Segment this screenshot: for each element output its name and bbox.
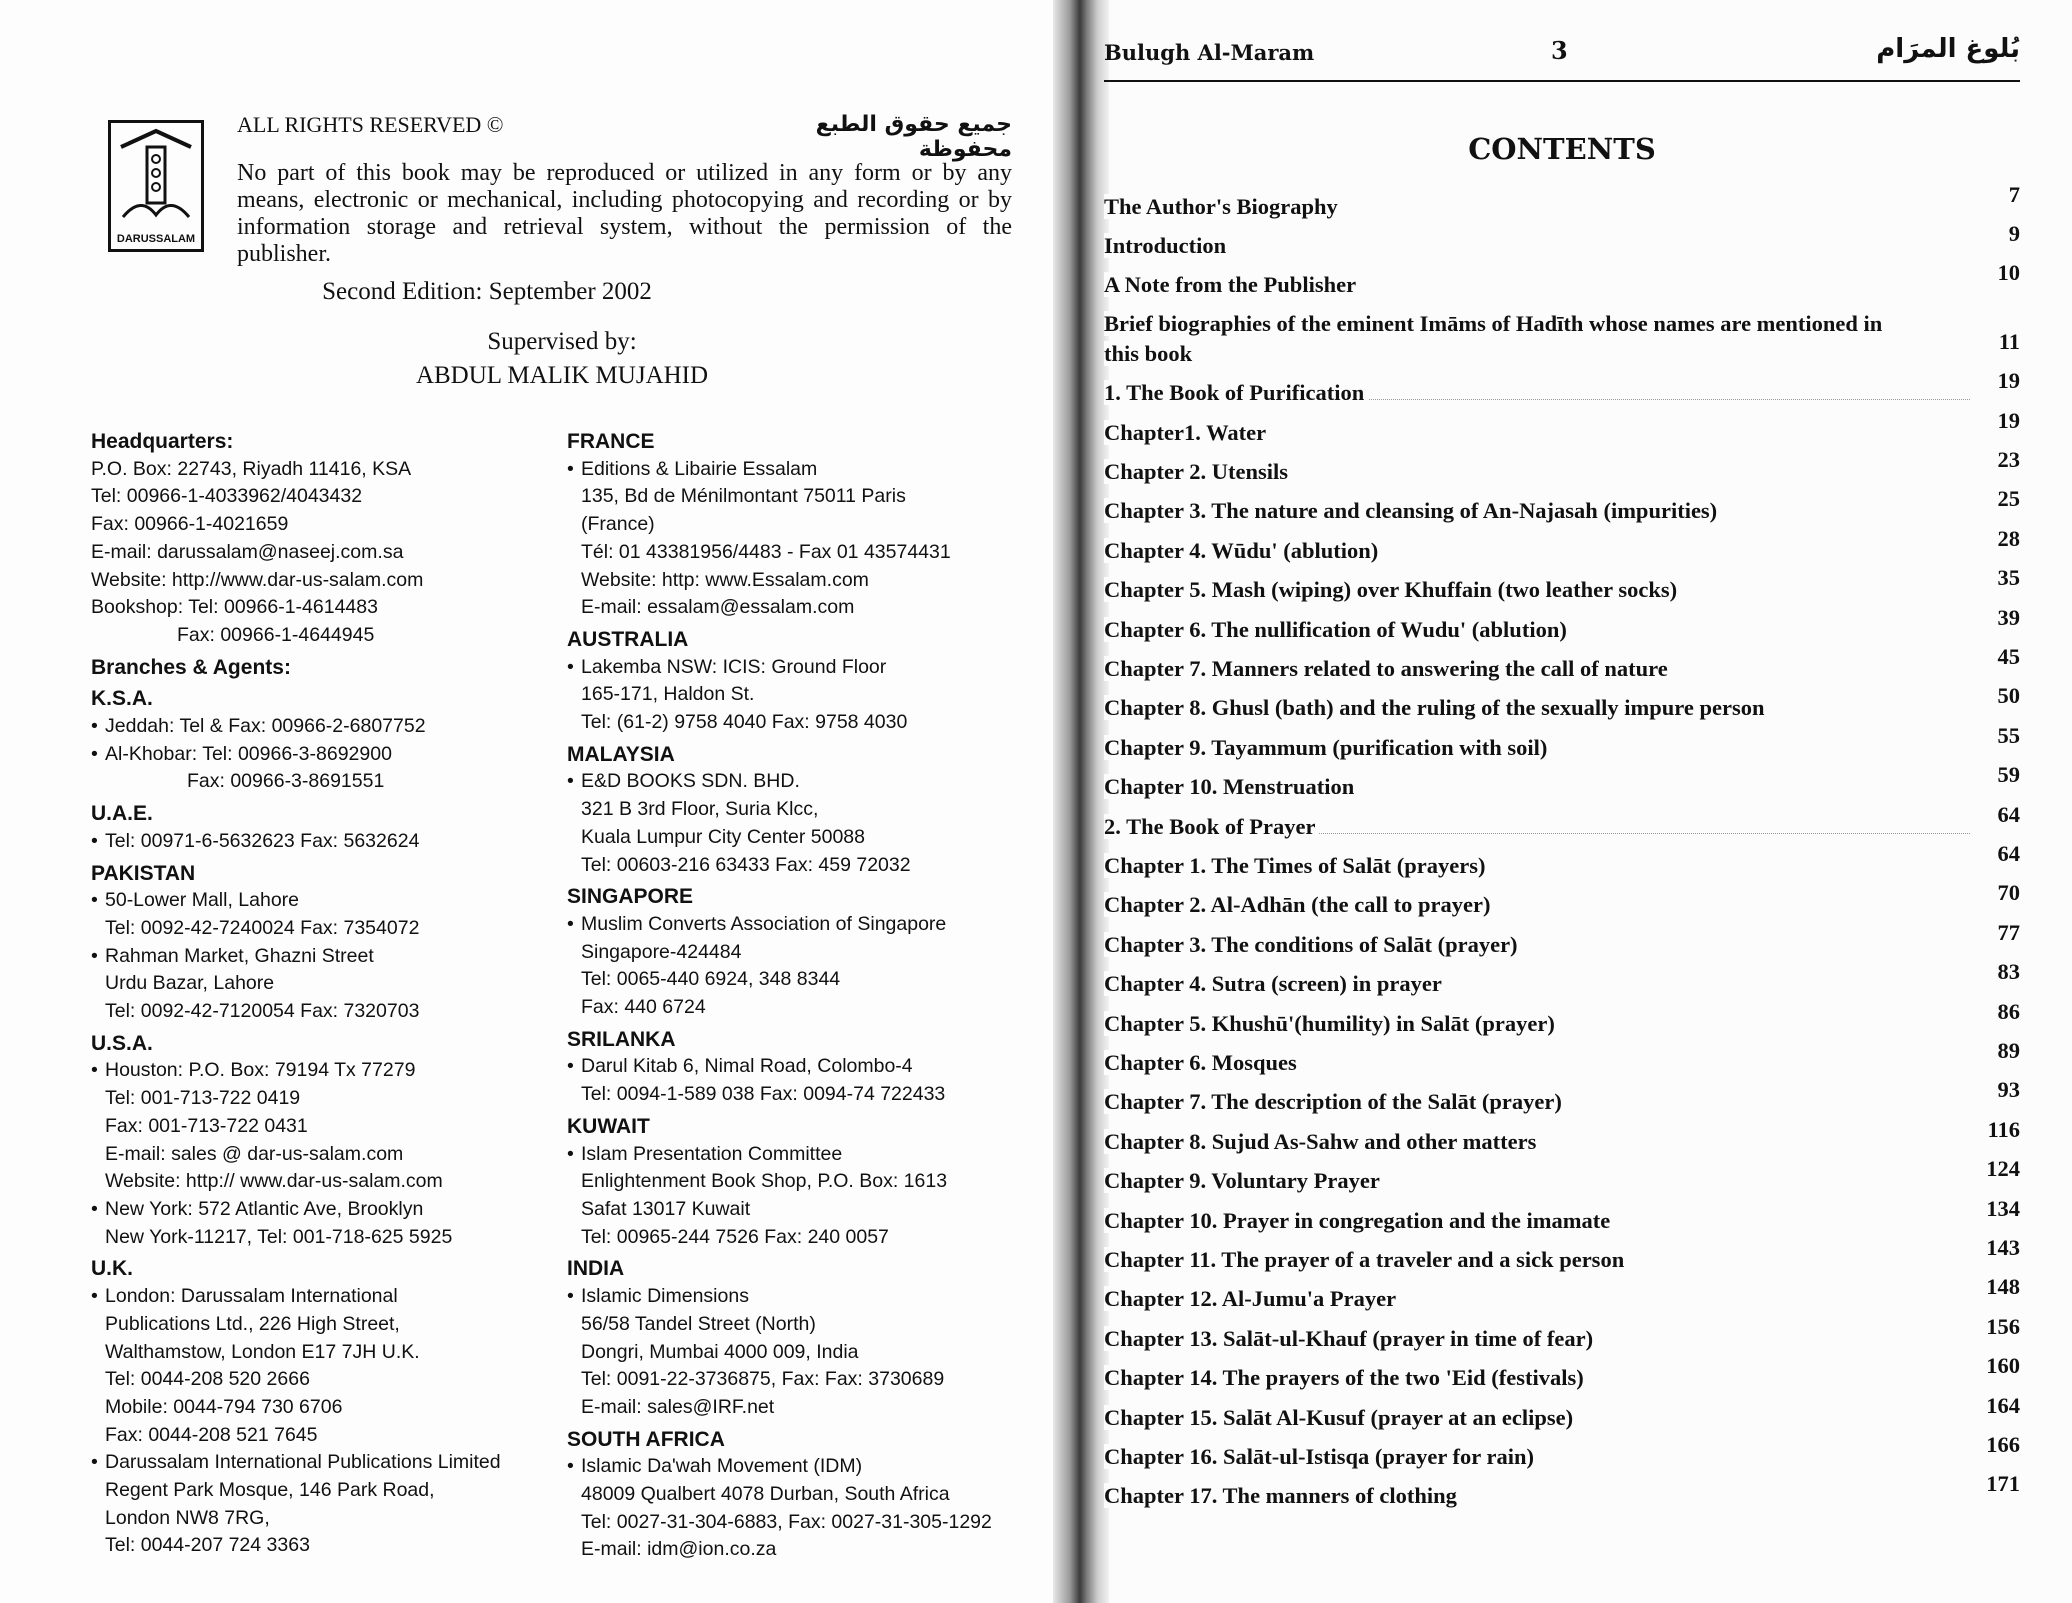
toc-entry-title: Chapter 4. Wūdu' (ablution)	[1104, 538, 1382, 563]
address-heading: PAKISTAN	[91, 861, 196, 885]
address-line: Tel: 0065-440 6924, 348 8344	[581, 968, 841, 991]
address-bullet-line: • E&D BOOKS SDN. BHD.	[567, 768, 1017, 796]
toc-entry	[1104, 1234, 2020, 1273]
address-line: E-mail: darussalam@naseej.com.sa	[91, 540, 404, 563]
address-line: (France)	[581, 513, 655, 536]
toc-entry-title: Chapter 17. The manners of clothing	[1104, 1483, 1461, 1508]
toc-entry	[1104, 1392, 2020, 1431]
toc-entry	[1104, 1116, 2020, 1155]
address-line: E-mail: sales@IRF.net	[581, 1395, 775, 1418]
toc-entry-title: Chapter1. Water	[1104, 420, 1270, 445]
address-bullet-line: • Editions & Libairie Essalam	[567, 456, 1017, 484]
toc-entry-page: 124	[1986, 1156, 2020, 1182]
address-line: Fax: 00966-1-4644945	[177, 623, 375, 646]
toc-entry-page: 7	[2008, 182, 2020, 207]
publisher-logo	[108, 120, 204, 252]
contents-title: CONTENTS	[1468, 132, 1656, 166]
address-bullet-line: • Islamic Dimensions	[567, 1283, 1017, 1311]
address-heading: SRILANKA	[567, 1027, 676, 1051]
toc-entry-page: 156	[1986, 1313, 2020, 1339]
address-line: Tel: 0092-42-7240024 Fax: 7354072	[105, 916, 420, 939]
address-line: Website: http: www.Essalam.com	[581, 568, 869, 591]
address-line: Bookshop: Tel: 00966-1-4614483	[91, 596, 378, 619]
address-line: Enlightenment Book Shop, P.O. Box: 1613	[581, 1170, 948, 1193]
toc-entry-title: Chapter 3. The conditions of Salāt (prayer)	[1104, 932, 1522, 957]
toc-entry-title: this book	[1104, 341, 1196, 366]
address-heading: AUSTRALIA	[567, 627, 689, 651]
toc-entry	[1104, 801, 2020, 840]
address-line: Tel: 00965-244 7526 Fax: 240 0057	[581, 1225, 889, 1248]
address-line: Singapore-424484	[581, 940, 742, 963]
address-heading: INDIA	[567, 1257, 625, 1281]
toc-entry	[1104, 643, 2020, 682]
address-bullet-line: • 50-Lower Mall, Lahore	[91, 887, 531, 915]
toc-entry-page: 55	[1997, 722, 2020, 748]
toc-entry	[1104, 1156, 2020, 1194]
toc-entry	[1104, 446, 2020, 485]
address-line: Walthamstow, London E17 7JH U.K.	[105, 1340, 420, 1363]
address-line: Regent Park Mosque, 146 Park Road,	[105, 1479, 435, 1502]
address-line: Tel: 0091-22-3736875, Fax: Fax: 3730689	[581, 1368, 945, 1391]
address-bullet-line: • Muslim Converts Association of Singapore	[567, 911, 1017, 939]
toc-entry-title: 1. The Book of Purification	[1104, 380, 1368, 405]
address-line: Fax: 440 6724	[581, 996, 706, 1019]
toc-entry-page: 10	[1997, 259, 2020, 285]
toc-entry-page: 171	[1986, 1471, 2020, 1497]
address-line: Tel: 00966-1-4033962/4043432	[91, 485, 363, 508]
toc-entry	[1104, 565, 2020, 603]
address-line: Tel: 0027-31-304-6883, Fax: 0027-31-305-1292	[581, 1510, 992, 1533]
toc-entry-page: 160	[1986, 1353, 2020, 1379]
toc-entry	[1104, 604, 2020, 643]
toc-entry-title: Chapter 6. The nullification of Wudu' (ablution)	[1104, 617, 1571, 642]
address-line: Fax: 00966-1-4021659	[91, 513, 289, 536]
toc-entry-title: The Author's Biography	[1104, 194, 1342, 219]
toc-entry	[1104, 880, 2020, 918]
toc-entry-page: 28	[1997, 525, 2020, 551]
address-column-right	[567, 424, 1017, 1564]
toc-entry-page: 143	[1986, 1234, 2020, 1260]
address-line: 321 B 3rd Floor, Suria Klcc,	[581, 798, 819, 821]
address-line: E-mail: sales @ dar-us-salam.com	[105, 1142, 404, 1165]
running-header-title: Bulugh Al-Maram	[1104, 40, 1315, 65]
toc-entry	[1104, 722, 2020, 761]
toc-entry-page: 116	[1987, 1116, 2020, 1142]
address-line: 56/58 Tandel Street (North)	[581, 1312, 816, 1335]
toc-entry-page: 64	[1997, 801, 2020, 827]
toc-entry-title: Introduction	[1104, 233, 1230, 258]
toc-entry-title: Chapter 15. Salāt Al-Kusuf (prayer at an eclipse)	[1104, 1405, 1577, 1430]
address-bullet-line: • Islamic Da'wah Movement (IDM)	[567, 1453, 1017, 1481]
toc-entry-page: 59	[1997, 762, 2020, 788]
address-bullet-line: • Islam Presentation Committee	[567, 1141, 1017, 1169]
toc-entry	[1104, 919, 2020, 958]
toc-entry	[1104, 1353, 2020, 1391]
address-bullet-line: • London: Darussalam International	[91, 1283, 531, 1311]
address-bullet-line: • New York: 572 Atlantic Ave, Brooklyn	[91, 1196, 531, 1224]
toc-entry-page: 134	[1986, 1195, 2020, 1221]
address-line: Publications Ltd., 226 High Street,	[105, 1312, 400, 1335]
page-number: 3	[1551, 36, 1568, 65]
toc-entry-title: Chapter 14. The prayers of the two 'Eid (festivals)	[1104, 1365, 1588, 1390]
toc-entry-title: Chapter 12. Al-Jumu'a Prayer	[1104, 1286, 1400, 1311]
toc-entry	[1104, 1077, 2020, 1115]
address-line: London NW8 7RG,	[105, 1506, 270, 1529]
logo-label: DARUSSALAM	[116, 233, 196, 245]
toc-entry-title: Chapter 1. The Times of Salāt (prayers)	[1104, 853, 1489, 878]
toc-entry-title: Chapter 5. Mash (wiping) over Khuffain (two leather socks)	[1104, 577, 1681, 602]
toc-entry-title: Chapter 13. Salāt-ul-Khauf (prayer in time of fear)	[1104, 1326, 1597, 1351]
toc-entry	[1104, 1195, 2020, 1234]
address-heading: SINGAPORE	[567, 885, 694, 909]
toc-entry-page: 93	[1997, 1077, 2020, 1103]
address-heading: KUWAIT	[567, 1114, 650, 1138]
toc-entry-title: 2. The Book of Prayer	[1104, 814, 1319, 839]
address-line: Tel: 001-713-722 0419	[105, 1087, 301, 1110]
toc-entry	[1104, 328, 2020, 367]
address-bullet-line: • Al-Khobar: Tel: 00966-3-8692900	[91, 741, 531, 769]
toc-entry	[1104, 182, 2020, 220]
toc-entry	[1104, 305, 2020, 337]
address-line: P.O. Box: 22743, Riyadh 11416, KSA	[91, 457, 412, 480]
toc-entry	[1104, 220, 2020, 259]
toc-entry-title: Chapter 9. Tayammum (purification with soil)	[1104, 735, 1551, 760]
toc-entry	[1104, 840, 2020, 879]
address-line: Website: http://www.dar-us-salam.com	[91, 568, 424, 591]
darussalam-logo-icon	[111, 125, 201, 229]
toc-entry-title: Chapter 4. Sutra (screen) in prayer	[1104, 971, 1446, 996]
address-line: Tel: 0044-208 520 2666	[105, 1368, 310, 1391]
toc-entry-page: 11	[1998, 328, 2020, 354]
edition: Second Edition: September 2002	[322, 278, 652, 305]
address-line: 135, Bd de Ménilmontant 75011 Paris	[581, 485, 906, 508]
toc-entry	[1104, 1471, 2020, 1509]
address-bullet-line: • Tel: 00971-6-5632623 Fax: 5632624	[91, 828, 531, 856]
toc-entry-title: Chapter 6. Mosques	[1104, 1050, 1301, 1075]
address-heading: Branches & Agents:	[91, 655, 291, 679]
address-line: 48009 Qualbert 4078 Durban, South Africa	[581, 1483, 950, 1506]
toc-entry-page: 64	[1997, 840, 2020, 866]
address-bullet-line: • Rahman Market, Ghazni Street	[91, 943, 531, 971]
address-line: Tel: 0044-207 724 3363	[105, 1534, 310, 1557]
address-line: Website: http:// www.dar-us-salam.com	[105, 1170, 443, 1193]
toc-entry-page: 50	[1997, 683, 2020, 709]
address-bullet-line: • Jeddah: Tel & Fax: 00966-2-6807752	[91, 713, 531, 741]
toc-entry	[1104, 683, 2020, 721]
toc-entry-title: Chapter 8. Ghusl (bath) and the ruling of the sexually impure person	[1104, 695, 1769, 720]
toc-entry-page: 89	[1997, 1037, 2020, 1063]
toc-entry-title: Chapter 10. Prayer in congregation and the imamate	[1104, 1208, 1614, 1233]
address-heading: U.A.E.	[91, 802, 153, 826]
address-line: Fax: 001-713-722 0431	[105, 1114, 308, 1137]
toc-entry-page: 166	[1986, 1431, 2020, 1457]
toc-entry-title: A Note from the Publisher	[1104, 272, 1360, 297]
address-line: Fax: 0044-208 521 7645	[105, 1423, 318, 1446]
toc-entry-page: 39	[1997, 604, 2020, 630]
toc-entry	[1104, 762, 2020, 800]
toc-entry-title: Chapter 2. Utensils	[1104, 459, 1292, 484]
toc-entry	[1104, 486, 2020, 524]
supervised-block	[237, 325, 887, 393]
toc-entry	[1104, 1037, 2020, 1076]
rights-reserved-arabic: جميع حقوق الطبع محفوظة	[815, 112, 1012, 162]
toc-entry-page: 45	[1997, 643, 2020, 669]
address-line: New York-11217, Tel: 001-718-625 5925	[105, 1225, 453, 1248]
address-bullet-line: • Houston: P.O. Box: 79194 Tx 77279	[91, 1057, 531, 1085]
toc-entry-page: 148	[1986, 1274, 2020, 1300]
toc-entry-title: Chapter 7. The description of the Salāt (prayer)	[1104, 1089, 1566, 1114]
address-column-left	[91, 424, 531, 1560]
toc-entry-title: Chapter 11. The prayer of a traveler and a sick person	[1104, 1247, 1628, 1272]
address-line: Mobile: 0044-794 730 6706	[105, 1395, 343, 1418]
toc-entry-page: 9	[2008, 220, 2020, 246]
toc-entry	[1104, 1431, 2020, 1470]
toc-entry	[1104, 1274, 2020, 1312]
toc-entry-title: Chapter 16. Salāt-ul-Istisqa (prayer for rain)	[1104, 1444, 1538, 1469]
supervised-label: Supervised by:	[487, 328, 637, 355]
toc-entry	[1104, 407, 2020, 446]
toc-entry-title: Chapter 8. Sujud As-Sahw and other matters	[1104, 1129, 1540, 1154]
toc-entry-title: Brief biographies of the eminent Imāms of Hadīth whose names are mentioned in	[1104, 311, 1886, 336]
toc-entry-page: 77	[1997, 919, 2020, 945]
toc-entry-title: Chapter 10. Menstruation	[1104, 774, 1358, 799]
toc-entry-page: 70	[1997, 880, 2020, 906]
address-heading: Headquarters:	[91, 430, 234, 453]
address-line: Dongri, Mumbai 4000 009, India	[581, 1340, 859, 1363]
toc-entry	[1104, 1313, 2020, 1352]
address-bullet-line: • Darul Kitab 6, Nimal Road, Colombo-4	[567, 1053, 1017, 1081]
address-heading: SOUTH AFRICA	[567, 1427, 725, 1451]
toc-entry-title: Chapter 9. Voluntary Prayer	[1104, 1168, 1384, 1193]
toc-entry	[1104, 959, 2020, 997]
address-line: E-mail: idm@ion.co.za	[581, 1538, 777, 1561]
address-heading: K.S.A.	[91, 687, 153, 711]
toc-entry-title: Chapter 7. Manners related to answering the call of nature	[1104, 656, 1672, 681]
toc-entry-title: Chapter 5. Khushū'(humility) in Salāt (prayer)	[1104, 1011, 1559, 1036]
address-bullet-line: • Lakemba NSW: ICIS: Ground Floor	[567, 654, 1017, 682]
running-header-arabic: بُلوغ المرَام	[1876, 34, 2020, 64]
rights-reserved: ALL RIGHTS RESERVED ©	[237, 112, 504, 137]
toc-entry-page: 19	[1997, 368, 2020, 394]
address-line: Tel: 0094-1-589 038 Fax: 0094-74 722433	[581, 1083, 946, 1106]
toc-entry	[1104, 259, 2020, 298]
toc-entry-title: Chapter 2. Al-Adhān (the call to prayer)	[1104, 892, 1494, 917]
address-heading: U.K.	[91, 1257, 133, 1281]
toc-entry-title: Chapter 3. The nature and cleansing of An-Najasah (impurities)	[1104, 498, 1721, 523]
address-line: Tel: 0092-42-7120054 Fax: 7320703	[105, 1000, 420, 1023]
toc-entry-page: 83	[1997, 959, 2020, 985]
address-heading: MALAYSIA	[567, 742, 675, 766]
book-spine-gutter	[1053, 0, 1109, 1603]
toc-entry	[1104, 525, 2020, 564]
address-bullet-line: • Darussalam International Publications Limited	[91, 1449, 531, 1477]
toc-entry-page: 35	[1997, 565, 2020, 591]
toc-entry-page: 19	[1997, 407, 2020, 433]
header-rule	[1104, 80, 2020, 82]
address-line: Tel: 00603-216 63433 Fax: 459 72032	[581, 853, 911, 876]
copyright-notice: No part of this book may be reproduced or utilized in any form or by any means, electronic or mechanical, including photocopying and recording or by information storage and retrieval system, without the permission of the publisher.	[237, 160, 1012, 267]
toc-entry-page: 86	[1997, 998, 2020, 1024]
toc-entry-page: 164	[1986, 1392, 2020, 1418]
address-line: Urdu Bazar, Lahore	[105, 972, 275, 995]
address-line: Kuala Lumpur City Center 50088	[581, 825, 865, 848]
address-line: Fax: 00966-3-8691551	[187, 770, 385, 793]
address-line: 165-171, Haldon St.	[581, 683, 755, 706]
toc-entry-page: 23	[1997, 446, 2020, 472]
address-line: Tel: (61-2) 9758 4040 Fax: 9758 4030	[581, 711, 908, 734]
address-line: Tél: 01 43381956/4483 - Fax 01 43574431	[581, 540, 951, 563]
address-heading: FRANCE	[567, 430, 655, 453]
address-line: E-mail: essalam@essalam.com	[581, 596, 855, 619]
supervisor-name: ABDUL MALIK MUJAHID	[415, 362, 709, 389]
toc-entry-page: 25	[1997, 486, 2020, 512]
toc-entry	[1104, 368, 2020, 406]
address-line: Safat 13017 Kuwait	[581, 1197, 751, 1220]
toc-entry	[1104, 998, 2020, 1037]
address-heading: U.S.A.	[91, 1031, 153, 1055]
